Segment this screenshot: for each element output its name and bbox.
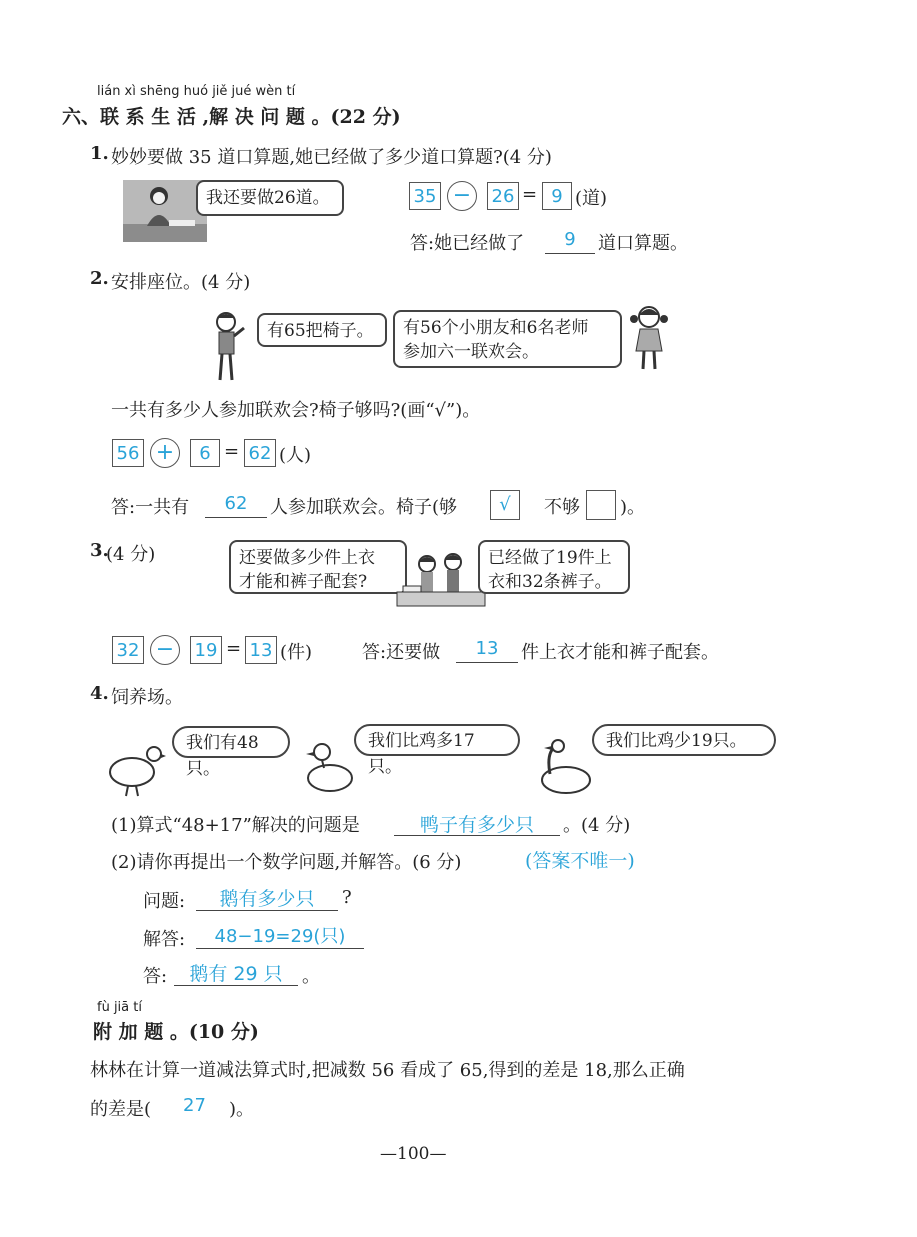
goose-cloud <box>592 724 776 756</box>
bonus-line2-prefix: 的差是( <box>90 1099 152 1120</box>
q2-not-enough-label: 不够 <box>544 497 580 518</box>
q1-eq-unit: (道) <box>575 188 608 209</box>
q4-part1-answer: 鸭子有多少只 <box>394 810 560 836</box>
q2-eq-sign: = <box>224 441 240 462</box>
q1-eq-a: 35 <box>409 182 441 210</box>
q2-answer-value: 62 <box>205 493 267 518</box>
goose-cloud-text: 我们比鸡少19只。 <box>606 731 747 751</box>
chicken-illustration <box>104 736 166 798</box>
q2-text: 安排座位。(4 分) <box>111 272 251 293</box>
q3-left-bubble-line2: 才能和裤子配套? <box>239 572 368 592</box>
two-kids-sewing-illustration <box>395 548 487 616</box>
chicken-cloud <box>172 726 290 779</box>
q2-girl-bubble-line1: 有56个小朋友和6名老师 <box>403 318 589 338</box>
q3-right-bubble-line2: 衣和32条裤子。 <box>488 572 612 592</box>
q1-answer-value: 9 <box>545 229 595 254</box>
q1-answer-prefix: 答:她已经做了 <box>410 233 525 254</box>
q3-eq-b: 19 <box>190 636 222 664</box>
goose-illustration <box>536 738 592 796</box>
q2-girl-bubble <box>393 310 622 368</box>
chicken-cloud-text: 我们有48只。 <box>186 733 259 779</box>
q3-left-bubble-line1: 还要做多少件上衣 <box>239 548 375 568</box>
q2-enough-checkbox: √ <box>490 490 520 520</box>
section-pinyin: lián xì shēng huó jiě jué wèn tí <box>97 84 296 99</box>
q2-not-enough-checkbox <box>586 490 616 520</box>
q2-number: 2. <box>90 268 109 289</box>
bonus-answer: 27 <box>183 1095 206 1116</box>
q3-answer-suffix: 件上衣才能和裤子配套。 <box>521 642 719 663</box>
q2-answer-prefix: 答:一共有 <box>111 497 190 518</box>
q2-eq-b: 6 <box>190 439 220 467</box>
q1-bubble-text: 我还要做26道。 <box>206 188 330 208</box>
bonus-title: 附 加 题 。(10 分) <box>93 1021 259 1043</box>
q2-girl-bubble-line2: 参加六一联欢会。 <box>403 342 539 362</box>
q2-question: 一共有多少人参加联欢会?椅子够吗?(画“√”)。 <box>111 400 481 421</box>
q4-jieda-label: 解答: <box>143 929 186 950</box>
q3-score: (4 分) <box>106 544 156 565</box>
q4-number: 4. <box>90 683 109 704</box>
q2-eq-a: 56 <box>112 439 144 467</box>
q4-part2: (2)请你再提出一个数学问题,并解答。(6 分) <box>111 852 462 873</box>
q3-number: 3. <box>90 540 109 561</box>
q1-answer-suffix: 道口算题。 <box>598 233 688 254</box>
q1-number: 1. <box>90 143 109 164</box>
q4-wenti-answer: 鹅有多少只 <box>196 884 338 911</box>
q4-da-end: 。 <box>302 966 320 987</box>
q3-eq-result: 13 <box>245 636 277 664</box>
q3-answer-value: 13 <box>456 638 518 663</box>
q2-eq-unit: (人) <box>279 445 312 466</box>
bonus-line1: 林林在计算一道减法算式时,把减数 56 看成了 65,得到的差是 18,那么正确 <box>90 1060 685 1081</box>
q4-da-answer: 鹅有 29 只 <box>174 959 298 986</box>
bonus-pinyin: fù jiā tí <box>97 1000 142 1015</box>
q2-boy-bubble <box>257 313 387 347</box>
q4-da-label: 答: <box>143 966 168 987</box>
q4-part1-prefix: (1)算式“48+17”解决的问题是 <box>111 815 360 836</box>
q1-text: 妙妙要做 35 道口算题,她已经做了多少道口算题?(4 分) <box>111 147 552 168</box>
q3-right-bubble <box>478 540 630 594</box>
duck-cloud-text: 我们比鸡多17只。 <box>368 731 475 777</box>
q2-boy-bubble-text: 有65把椅子。 <box>267 321 374 341</box>
page-number: —100— <box>380 1144 447 1164</box>
q3-eq-op: − <box>150 635 180 665</box>
q4-text: 饲养场。 <box>111 687 183 708</box>
section-title: 六、联 系 生 活 ,解 决 问 题 。(22 分) <box>62 106 401 128</box>
q4-wenti-end: ? <box>342 887 352 908</box>
bonus-line2-suffix: )。 <box>229 1099 255 1120</box>
q3-eq-sign: = <box>226 638 242 659</box>
q1-eq-op: − <box>447 181 477 211</box>
girl-writing-illustration <box>123 180 207 242</box>
q1-eq-sign: = <box>522 184 538 205</box>
q4-jieda-answer: 48−19=29(只) <box>196 922 364 949</box>
q1-eq-result: 9 <box>542 182 572 210</box>
q4-part2-note: (答案不唯一) <box>525 850 635 872</box>
q2-answer-mid: 人参加联欢会。椅子(够 <box>270 497 458 518</box>
q4-wenti-label: 问题: <box>143 891 186 912</box>
q3-right-bubble-line1: 已经做了19件上 <box>488 548 612 568</box>
q4-part1-suffix: 。(4 分) <box>563 815 631 836</box>
q2-answer-end: )。 <box>620 497 646 518</box>
boy-illustration <box>208 310 248 384</box>
duck-illustration <box>304 740 356 796</box>
q1-eq-b: 26 <box>487 182 519 210</box>
girl-pigtails-illustration <box>626 303 672 373</box>
q3-left-bubble <box>229 540 407 594</box>
q3-answer-prefix: 答:还要做 <box>362 642 441 663</box>
q2-eq-op: + <box>150 438 180 468</box>
duck-cloud <box>354 724 520 777</box>
q1-speech-bubble <box>196 180 344 216</box>
q3-eq-a: 32 <box>112 636 144 664</box>
q2-eq-result: 62 <box>244 439 276 467</box>
q3-eq-unit: (件) <box>280 642 313 663</box>
